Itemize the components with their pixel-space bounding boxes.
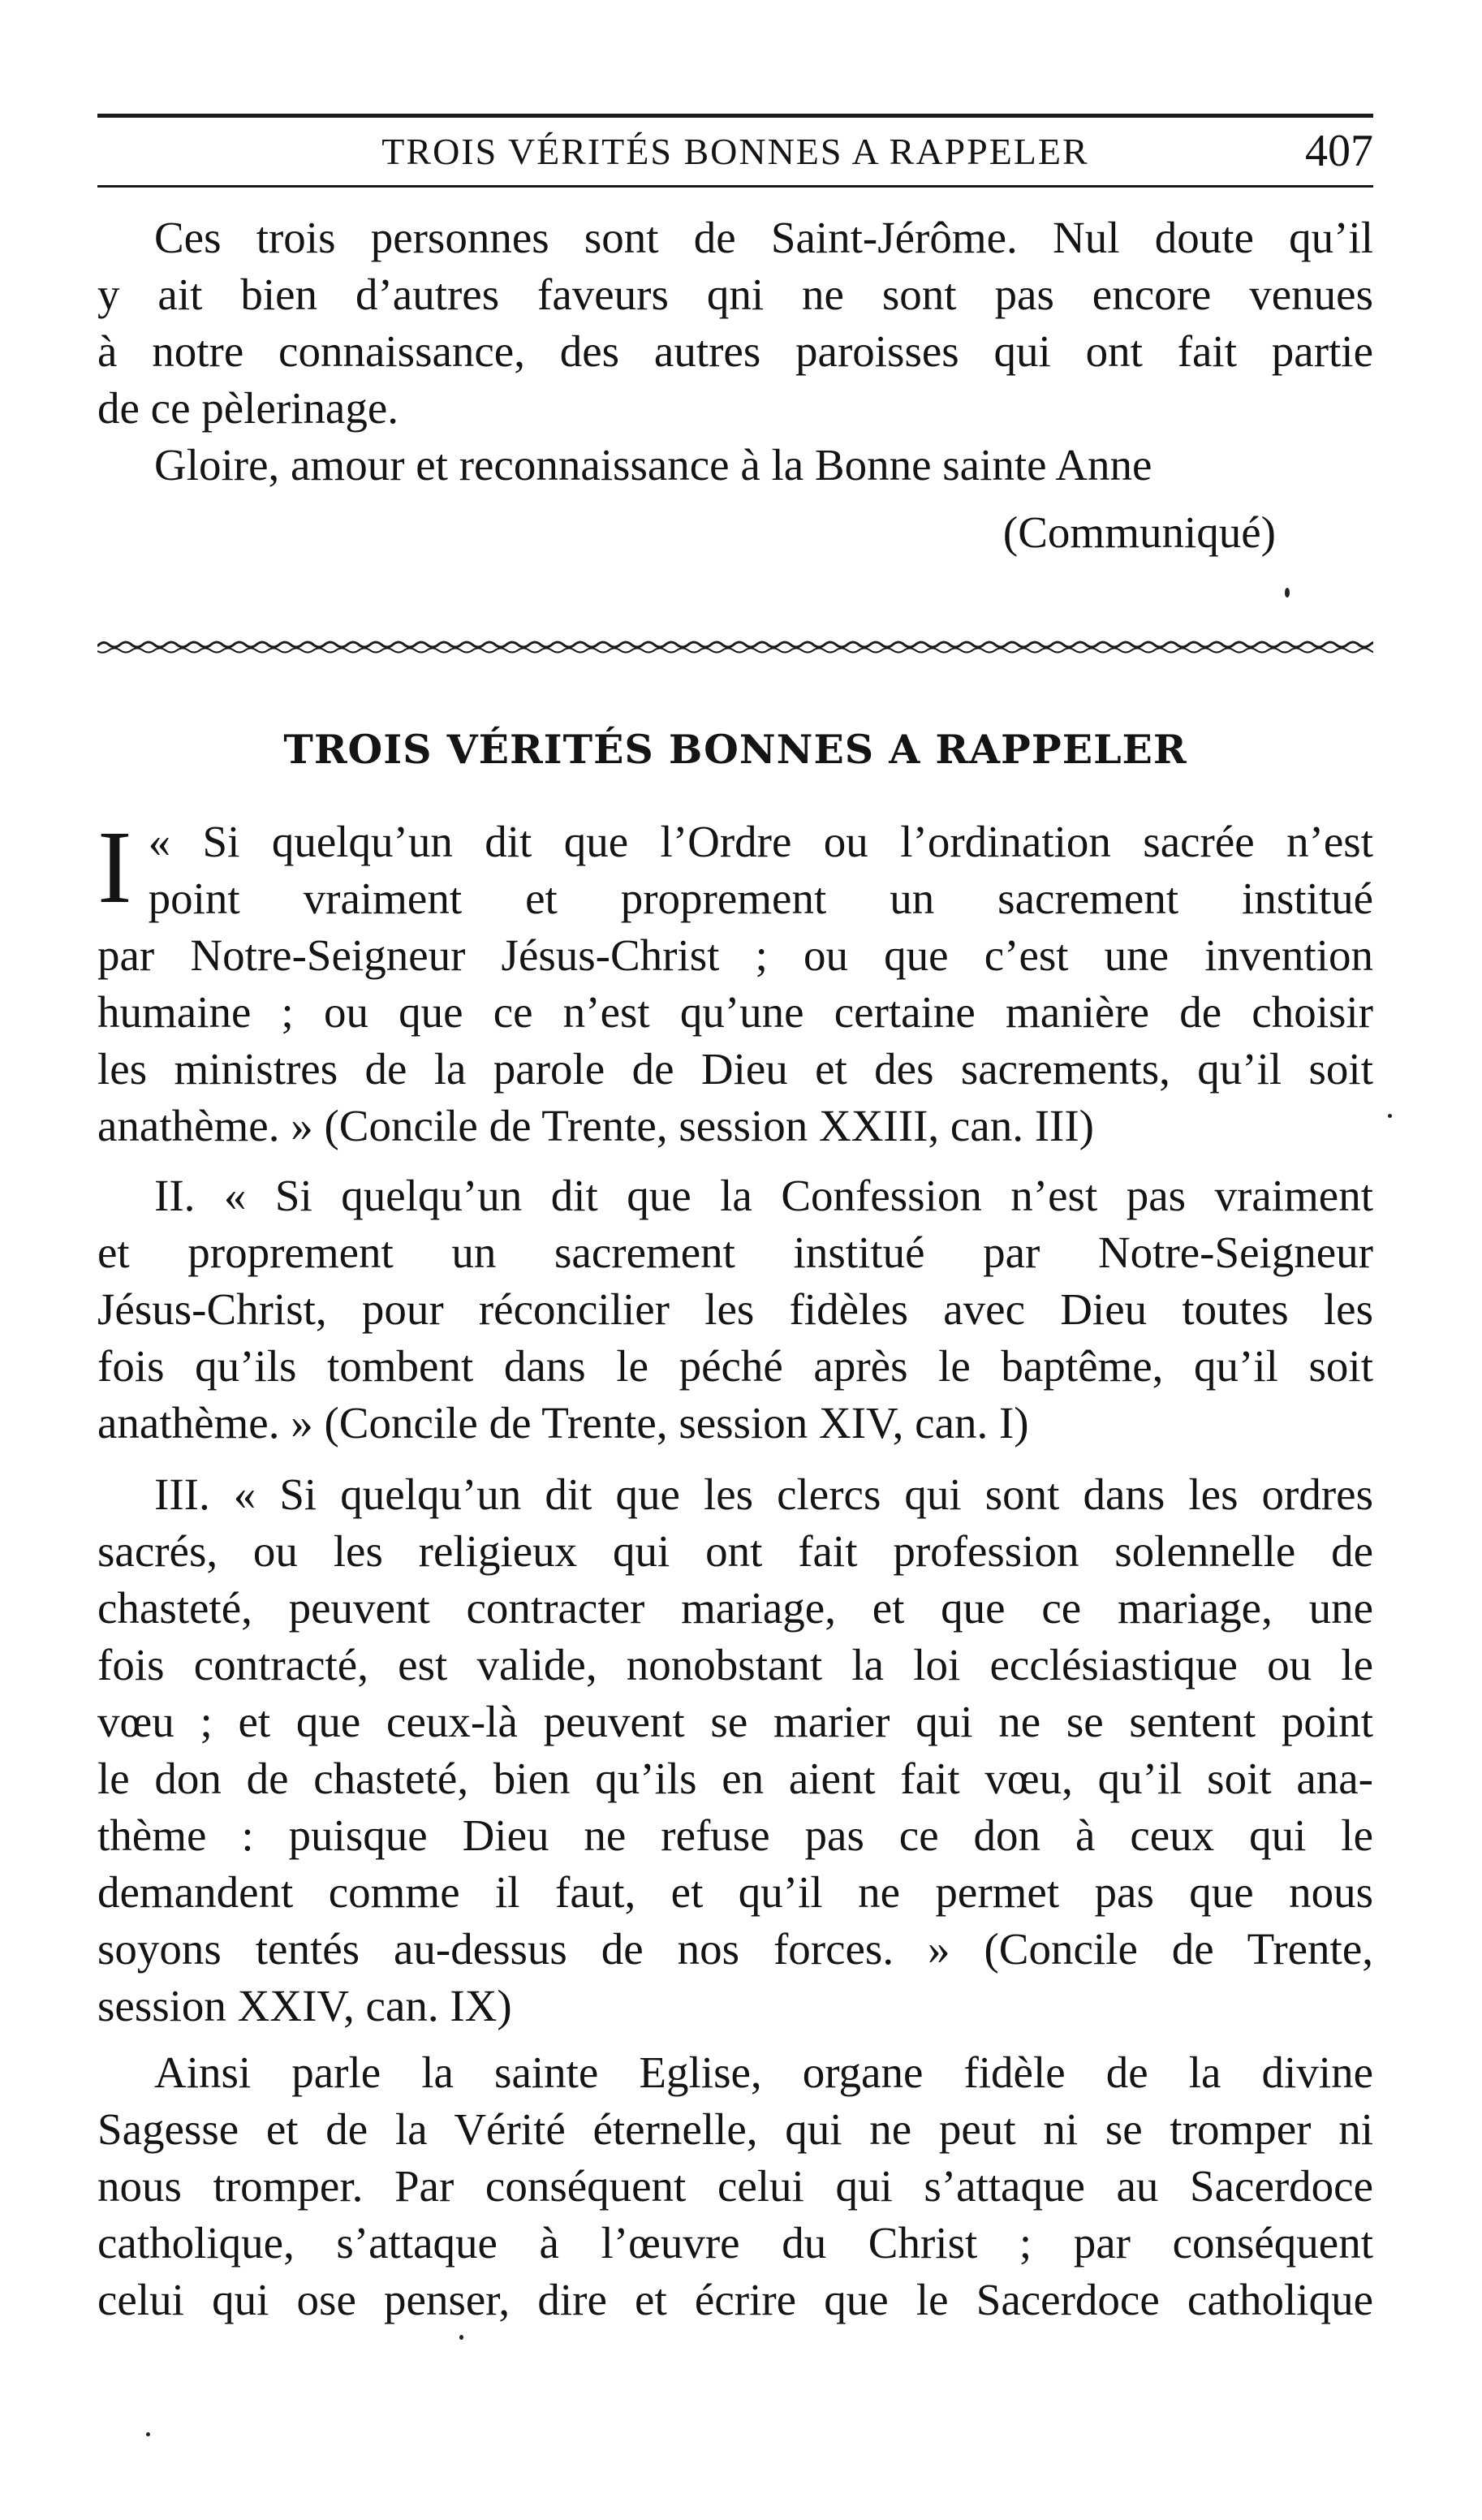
text-line: anathème. » (Concile de Trente, session XXIII, can. III): [97, 1101, 1094, 1150]
header-top-rule: [97, 114, 1373, 118]
canon-3: [97, 1466, 1373, 2035]
text-line: soyons tentés au-dessus de nos forces. » (Concile de Trente,: [97, 1924, 1373, 1974]
text-line: le don de chasteté, bien qu’ils en aient fait vœu, qu’il soit ana-: [97, 1754, 1373, 1803]
credit: (Communiqué): [1002, 507, 1276, 557]
text-line: par Notre-Seigneur Jésus-Christ ; ou que c’est une invention: [97, 930, 1373, 980]
text-line: III. « Si quelqu’un dit que les clercs qui sont dans les ordres: [154, 1469, 1373, 1519]
closing-line: Gloire, amour et reconnaissance à la Bonne sainte Anne: [154, 440, 1152, 490]
text-line: catholique, s’attaque à l’œuvre du Christ ; par conséquent: [97, 2218, 1373, 2268]
canon-2: [97, 1167, 1373, 1452]
print-speck: [459, 2335, 463, 2340]
text-line: sacrés, ou les religieux qui ont fait profession solennelle de: [97, 1526, 1373, 1576]
text-line: Sagesse et de la Vérité éternelle, qui ne peut ni se tromper ni: [97, 2104, 1373, 2154]
ornamental-divider: [97, 628, 1373, 661]
text-line: de ce pèlerinage.: [97, 383, 399, 433]
text-line: Ces trois personnes sont de Saint-Jérôme. Nul doute qu’il: [154, 213, 1373, 262]
text-line: humaine ; ou que ce n’est qu’une certaine manière de choisir: [97, 987, 1373, 1037]
print-speck: [146, 2432, 150, 2436]
text-line: « Si quelqu’un dit que l’Ordre ou l’ordination sacrée n’est: [148, 817, 1373, 866]
drop-cap: I: [97, 809, 132, 925]
running-head: [97, 123, 1373, 180]
intro-paragraph: [97, 209, 1373, 494]
page: [97, 0, 1373, 2520]
text-line: nous tromper. Par conséquent celui qui s’attaque au Sacerdoce: [97, 2161, 1373, 2211]
page-number: 407: [1305, 126, 1373, 176]
conclusion-paragraph: [97, 2044, 1373, 2328]
text-line: chasteté, peuvent contracter mariage, et que ce mariage, une: [97, 1583, 1373, 1633]
text-line: fois contracté, est valide, nonobstant la loi ecclésiastique ou le: [97, 1640, 1373, 1689]
text-line: thème : puisque Dieu ne refuse pas ce don à ceux qui le: [97, 1810, 1373, 1860]
text-line: Ainsi parle la sainte Eglise, organe fidèle de la divine: [154, 2048, 1373, 2097]
header-bottom-rule: [97, 185, 1373, 188]
text-line: anathème. » (Concile de Trente, session XIV, can. I): [97, 1398, 1029, 1448]
running-title: TROIS VÉRITÉS BONNES A RAPPELER: [381, 131, 1089, 172]
text-line: les ministres de la parole de Dieu et des sacrements, qu’il soit: [97, 1044, 1373, 1094]
text-line: celui qui ose penser, dire et écrire que le Sacerdoce catholique: [97, 2275, 1373, 2324]
text-line: point vraiment et proprement un sacrement institué: [148, 874, 1373, 923]
text-line: fois qu’ils tombent dans le péché après le baptême, qu’il soit: [97, 1341, 1373, 1391]
canon-1: [97, 809, 1373, 1154]
text-line: y ait bien d’autres faveurs qni ne sont pas encore venues: [97, 270, 1373, 319]
text-line: vœu ; et que ceux-là peuvent se marier qui ne se sentent point: [97, 1697, 1373, 1746]
text-line: à notre connaissance, des autres paroisses qui ont fait partie: [97, 326, 1373, 376]
article-title: TROIS VÉRITÉS BONNES A RAPPELER: [283, 726, 1187, 773]
text-line: Jésus-Christ, pour réconcilier les fidèles avec Dieu toutes les: [97, 1284, 1373, 1334]
text-line: session XXIV, can. IX): [97, 1981, 512, 2030]
text-line: II. « Si quelqu’un dit que la Confession n’est pas vraiment: [154, 1171, 1373, 1220]
text-line: et proprement un sacrement institué par Notre-Seigneur: [97, 1228, 1373, 1277]
print-speck: [1285, 588, 1290, 598]
text-line: demandent comme il faut, et qu’il ne permet pas que nous: [97, 1867, 1373, 1917]
print-speck: [1388, 1114, 1392, 1118]
